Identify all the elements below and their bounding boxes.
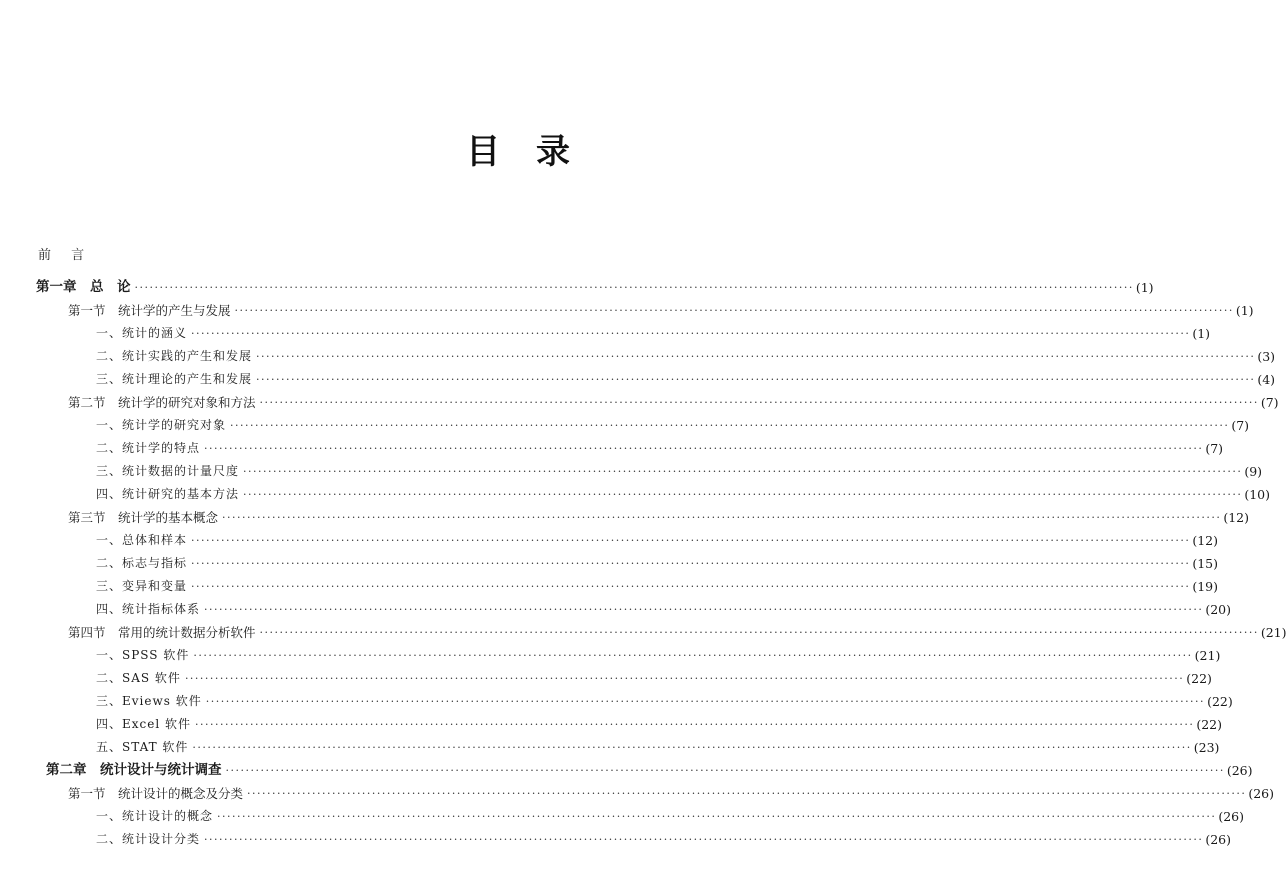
section-entry (0, 506, 1250, 529)
subsection-entry (0, 598, 1232, 621)
dot-leader: ········································································································································································································ (222, 511, 1222, 524)
toc-entry-label: 一、统计的涵义 (96, 326, 188, 340)
subsection-entry (0, 345, 1276, 368)
toc-page-number: (7) (1260, 395, 1279, 410)
toc-page-number: (22) (1196, 717, 1223, 732)
toc-page-number: (10) (1244, 487, 1271, 502)
subsection-entry (0, 552, 1219, 575)
dot-leader: ········································································································································································································ (134, 281, 1134, 294)
dot-leader: ········································································································································································································ (204, 442, 1204, 455)
toc-entry-label: 二、统计实践的产生和发展 (96, 349, 253, 363)
toc-entry-label: 三、统计数据的计量尺度 (96, 464, 240, 478)
toc-entry-label: 一、统计学的研究对象 (96, 418, 227, 432)
toc-entry-label: 第一节 统计设计的概念及分类 (68, 786, 244, 801)
subsection-entry (0, 644, 1221, 667)
subsection-entry (0, 414, 1250, 437)
toc-entry-label: 四、Excel 软件 (96, 717, 192, 731)
toc-entry-label: 二、标志与指标 (96, 556, 188, 570)
toc-entry-label: 第一章 总 论 (36, 279, 131, 295)
toc-entry-label: 四、统计指标体系 (96, 602, 201, 616)
toc-page-number: (23) (1193, 740, 1220, 755)
toc-page-number: (22) (1207, 694, 1233, 709)
dot-leader: ········································································································································································································ (193, 649, 1193, 662)
dot-leader: ········································································································································································································ (247, 787, 1247, 800)
toc-entry-label: 第二节 统计学的研究对象和方法 (68, 395, 256, 410)
toc-entry-label: 三、Eviews 软件 (96, 694, 202, 708)
toc-entry-label: 第二章 统计设计与统计调查 (46, 762, 222, 778)
subsection-entry (0, 529, 1219, 552)
subsection-entry (0, 437, 1224, 460)
dot-leader: ········································································································································································································ (192, 741, 1192, 754)
dot-leader: ········································································································································································································ (205, 695, 1206, 708)
toc-entry-label: 第四节 常用的统计数据分析软件 (68, 625, 256, 640)
section-entry (0, 621, 1287, 644)
toc-page-number: (1) (1192, 326, 1211, 341)
section-entry (0, 782, 1275, 805)
toc-page-number: (1) (1235, 303, 1254, 318)
toc-page-number: (12) (1192, 533, 1219, 548)
dot-leader: ········································································································································································································ (234, 304, 1234, 317)
toc-entry-label: 二、统计学的特点 (96, 441, 201, 455)
subsection-entry (0, 667, 1212, 690)
toc-page-number: (26) (1205, 832, 1232, 847)
dot-leader: ········································································································································································································ (191, 557, 1191, 570)
toc-page-number: (7) (1205, 441, 1224, 456)
subsection-entry (0, 460, 1263, 483)
dot-leader: ········································································································································································································ (204, 603, 1204, 616)
chapter-entry (0, 759, 1253, 782)
toc-page-number: (1) (1135, 280, 1154, 295)
toc-page-number: (4) (1257, 372, 1276, 387)
dot-leader: ········································································································································································································ (243, 465, 1243, 478)
toc-page-number: (3) (1257, 349, 1276, 364)
table-of-contents (0, 276, 1287, 851)
dot-leader: ········································································································································································································ (256, 373, 1256, 386)
subsection-entry (0, 483, 1271, 506)
toc-page-number: (7) (1231, 418, 1250, 433)
subsection-entry (0, 368, 1276, 391)
section-entry (0, 299, 1254, 322)
toc-entry-label: 第三节 统计学的基本概念 (68, 510, 219, 525)
toc-page-number: (21) (1260, 625, 1287, 640)
subsection-entry (0, 805, 1245, 828)
dot-leader: ········································································································································································································ (217, 810, 1217, 823)
chapter-entry (0, 276, 1154, 299)
preface-entry: 前 言 (38, 248, 93, 263)
toc-page-number: (19) (1192, 579, 1219, 594)
dot-leader: ········································································································································································································ (191, 534, 1191, 547)
toc-page-number: (9) (1244, 464, 1263, 479)
toc-entry-label: 四、统计研究的基本方法 (96, 487, 240, 501)
subsection-entry (0, 713, 1223, 736)
toc-entry-label: 二、SAS 软件 (96, 671, 181, 685)
subsection-entry (0, 690, 1233, 713)
dot-leader: ········································································································································································································ (204, 833, 1204, 846)
toc-page-number: (20) (1205, 602, 1232, 617)
subsection-entry (0, 575, 1219, 598)
toc-page-number: (26) (1248, 786, 1275, 801)
dot-leader: ········································································································································································································ (243, 488, 1243, 501)
page-title: 目 录 (466, 132, 582, 172)
subsection-entry (0, 322, 1211, 345)
dot-leader: ········································································································································································································ (256, 350, 1256, 363)
toc-entry-label: 五、STAT 软件 (96, 740, 189, 754)
toc-entry-label: 一、SPSS 软件 (96, 648, 190, 662)
dot-leader: ········································································································································································································ (259, 626, 1259, 639)
toc-page-number: (12) (1223, 510, 1250, 525)
toc-page-number: (21) (1194, 648, 1221, 663)
toc-entry-label: 一、统计设计的概念 (96, 809, 214, 823)
dot-leader: ········································································································································································································ (184, 672, 1185, 685)
toc-entry-label: 三、统计理论的产生和发展 (96, 372, 253, 386)
toc-page-number: (26) (1226, 763, 1253, 778)
subsection-entry (0, 736, 1220, 759)
section-entry (0, 391, 1279, 414)
toc-entry-label: 二、统计设计分类 (96, 832, 201, 846)
dot-leader: ········································································································································································································ (191, 580, 1191, 593)
dot-leader: ········································································································································································································ (195, 718, 1195, 731)
toc-entry-label: 第一节 统计学的产生与发展 (68, 303, 231, 318)
toc-entry-label: 一、总体和样本 (96, 533, 188, 547)
dot-leader: ········································································································································································································ (191, 327, 1191, 340)
toc-page-number: (15) (1192, 556, 1219, 571)
toc-page-number: (22) (1186, 671, 1212, 686)
dot-leader: ········································································································································································································ (259, 396, 1259, 409)
subsection-entry (0, 828, 1232, 851)
dot-leader: ········································································································································································································ (230, 419, 1230, 432)
dot-leader: ········································································································································································································ (225, 764, 1225, 777)
toc-page-number: (26) (1218, 809, 1245, 824)
toc-entry-label: 三、变异和变量 (96, 579, 188, 593)
